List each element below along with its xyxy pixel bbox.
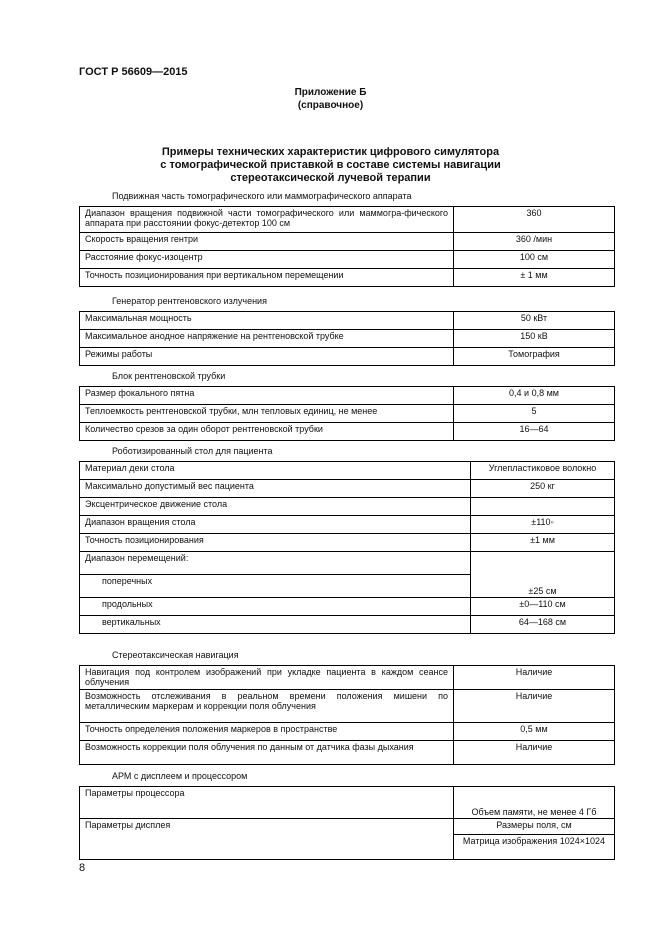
param-cell: Размер фокального пятна	[80, 387, 454, 405]
doc-title-line-3: стереотаксической лучевой терапии	[230, 172, 431, 184]
table-row	[80, 312, 615, 330]
table-row	[80, 480, 615, 498]
param-cell: Материал деки стола	[80, 462, 471, 480]
value-cell: ±1 мм	[471, 534, 615, 552]
param-cell: Режимы работы	[80, 348, 454, 366]
param-cell: Возможность отслеживания в реальном времени положения мишени по металлическим маркерам и коррекции поля облучения	[80, 690, 454, 723]
table-row	[80, 787, 615, 819]
value-cell: ± 1 мм	[454, 269, 615, 287]
value-cell: Матрица изображения 1024×1024	[454, 835, 615, 860]
value-cell: 250 кг	[471, 480, 615, 498]
table-row	[80, 233, 615, 251]
value-cell: 0,4 и 0,8 мм	[454, 387, 615, 405]
document-code: ГОСТ Р 56609—2015	[79, 66, 188, 78]
table-row	[80, 819, 615, 835]
value-cell: 16—64	[454, 423, 615, 441]
param-cell: Параметры дисплея	[80, 819, 454, 860]
spec-table-patient-table	[79, 461, 615, 634]
section-title: Генератор рентгеновского излучения	[112, 296, 267, 306]
param-cell: Расстояние фокус-изоцентр	[80, 251, 454, 269]
param-cell: продольных	[80, 598, 471, 616]
table-row	[80, 516, 615, 534]
param-cell: Навигация под контролем изображений при укладке пациента в каждом сеансе облучения	[80, 666, 454, 690]
param-cell: Скорость вращения гентри	[80, 233, 454, 251]
table-row	[80, 616, 615, 634]
table-row	[80, 330, 615, 348]
param-cell: Диапазон вращения стола	[80, 516, 471, 534]
spec-table-tube	[79, 386, 615, 441]
value-cell: 64—168 см	[471, 616, 615, 634]
page-number: 8	[79, 862, 86, 874]
value-cell: Томография	[454, 348, 615, 366]
param-cell: Количество срезов за один оборот рентгеновской трубки	[80, 423, 454, 441]
value-cell	[471, 498, 615, 516]
value-cell: Углепластиковое волокно	[471, 462, 615, 480]
param-cell: Параметры процессора	[80, 787, 454, 819]
spec-table-workstation	[79, 786, 615, 860]
table-row	[80, 269, 615, 287]
section-title: Блок рентгеновской трубки	[112, 371, 226, 381]
table-row	[80, 598, 615, 616]
appendix-subtitle: (справочное)	[297, 100, 364, 111]
param-cell: Максимальное анодное напряжение на рентгеновской трубке	[80, 330, 454, 348]
param-cell: Точность определения положения маркеров в пространстве	[80, 723, 454, 741]
value-cell: 150 кВ	[454, 330, 615, 348]
value-cell: 360	[454, 207, 615, 233]
param-cell: Эксцентрическое движение стола	[80, 498, 471, 516]
appendix-title: Приложение Б	[294, 87, 367, 98]
table-row	[80, 534, 615, 552]
value-cell: Наличие	[454, 666, 615, 690]
table-row	[80, 348, 615, 366]
table-row	[80, 462, 615, 480]
spec-table-generator	[79, 311, 615, 366]
value-cell: ±0—110 см	[471, 598, 615, 616]
value-cell: 100 см	[454, 251, 615, 269]
value-cell: ±110◦	[471, 516, 615, 534]
param-cell: Теплоемкость рентгеновской трубки, млн тепловых единиц, не менее	[80, 405, 454, 423]
table-row	[80, 423, 615, 441]
spec-table-gantry	[79, 206, 615, 287]
section-title: Роботизированный стол для пациента	[112, 446, 273, 456]
table-row	[80, 723, 615, 741]
doc-title-line-1: Примеры технических характеристик цифрового симулятора	[161, 146, 500, 158]
value-cell: 360 /мин	[454, 233, 615, 251]
value-cell: Наличие	[454, 690, 615, 723]
table-row	[80, 741, 615, 765]
table-row	[80, 552, 615, 575]
table-row	[80, 405, 615, 423]
value-cell: 50 кВт	[454, 312, 615, 330]
value-cell: 0,5 мм	[454, 723, 615, 741]
doc-title-line-2: с томографической приставкой в составе системы навигации	[160, 159, 501, 171]
param-cell: Максимально допустимый вес пациента	[80, 480, 471, 498]
table-row	[80, 207, 615, 233]
section-title: Стереотаксическая навигация	[112, 650, 239, 660]
value-cell: 5	[454, 405, 615, 423]
param-cell: Максимальная мощность	[80, 312, 454, 330]
param-cell: Диапазон перемещений:	[80, 552, 471, 575]
section-title: Подвижная часть томографического или маммографического аппарата	[112, 191, 412, 201]
value-cell: Объем памяти, не менее 4 Гб	[454, 787, 615, 819]
param-cell: Возможность коррекции поля облучения по данным от датчика фазы дыхания	[80, 741, 454, 765]
value-cell: ±25 см	[471, 552, 615, 598]
spec-table-navigation	[79, 665, 615, 765]
param-cell: Диапазон вращения подвижной части томографического или маммогра-фического аппарата при расстоянии фокус-детектор 100 см	[80, 207, 454, 233]
param-cell: Точность позиционирования при вертикальном перемещении	[80, 269, 454, 287]
table-row	[80, 498, 615, 516]
value-cell: Размеры поля, см	[454, 819, 615, 835]
table-row	[80, 666, 615, 690]
value-cell: Наличие	[454, 741, 615, 765]
param-cell: поперечных	[80, 575, 471, 598]
param-cell: Точность позиционирования	[80, 534, 471, 552]
table-row	[80, 251, 615, 269]
table-row	[80, 387, 615, 405]
param-cell: вертикальных	[80, 616, 471, 634]
table-row	[80, 690, 615, 723]
section-title: АРМ с дисплеем и процессором	[112, 771, 248, 781]
